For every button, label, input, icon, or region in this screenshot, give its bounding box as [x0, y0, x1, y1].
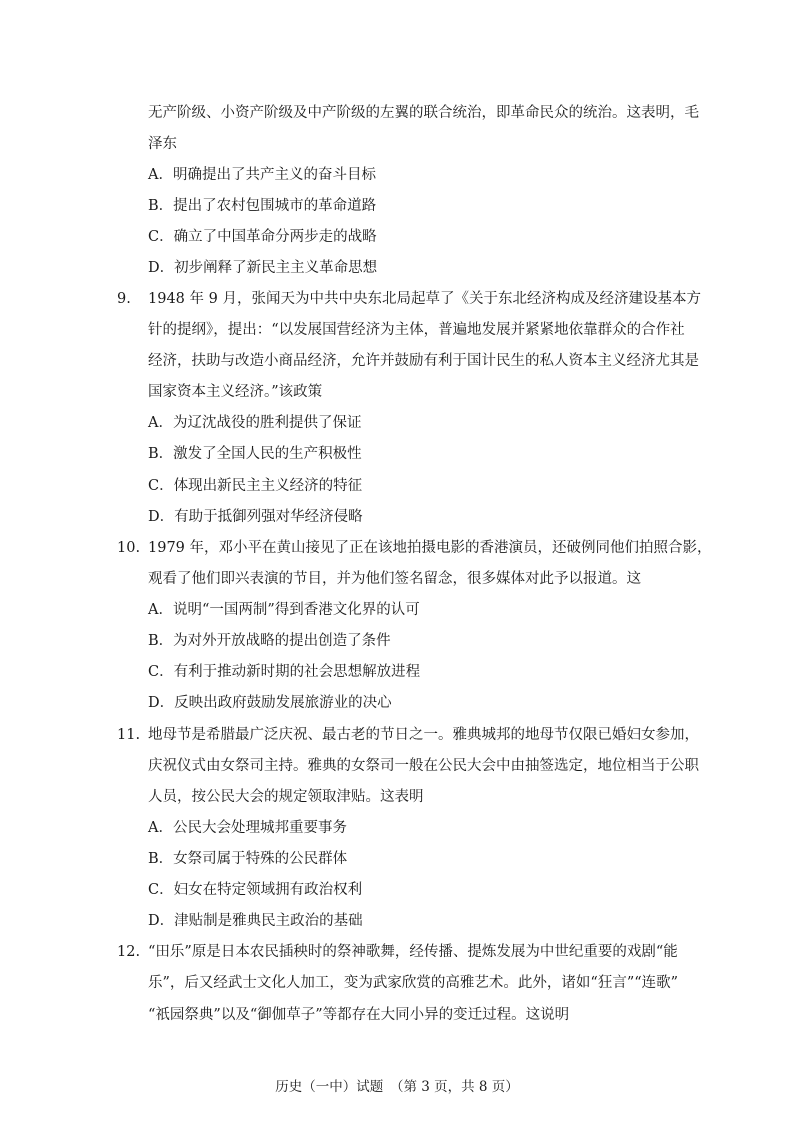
q9-option-a: A．为辽沈战役的胜利提供了保证	[148, 415, 362, 431]
q12-stem-line: 乐”，后又经武士文化人加工，变为武家欣赏的高雅艺术。此外，诸如“狂言”“连歌”	[148, 975, 679, 991]
q9-number: 9.	[117, 291, 131, 307]
q12-number: 12.	[117, 944, 141, 960]
intro-line: 泽东	[148, 136, 177, 152]
page-footer: 历史（一中）试题 （第 3 页，共 8 页）	[275, 1079, 519, 1095]
q11-option-b: B．女祭司属于特殊的公民群体	[148, 851, 348, 867]
q9-stem-line: 国家资本主义经济。”该政策	[148, 384, 323, 400]
q9-stem-line: 1948 年 9 月，张闻天为中共中央东北局起草了《关于东北经济构成及经济建设基本方	[148, 291, 701, 307]
q9-option-c: C．体现出新民主主义经济的特征	[148, 478, 363, 494]
q9-stem-line: 针的提纲》，提出：“以发展国营经济为主体，普遍地发展并紧紧地依靠群众的合作社	[148, 322, 685, 338]
q8-option-c: C．确立了中国革命分两步走的战略	[148, 229, 377, 245]
q10-option-d: D．反映出政府鼓励发展旅游业的决心	[148, 695, 392, 711]
q10-option-b: B．为对外开放战略的提出创造了条件	[148, 633, 391, 649]
q11-option-c: C．妇女在特定领域拥有政治权利	[148, 882, 363, 898]
q10-option-c: C．有利于推动新时期的社会思想解放进程	[148, 664, 421, 680]
q8-option-a: A．明确提出了共产主义的奋斗目标	[148, 167, 376, 183]
q12-stem-line: “田乐”原是日本农民插秧时的祭神歌舞，经传播、提炼发展为中世纪重要的戏剧“能	[148, 944, 678, 960]
q11-option-d: D．津贴制是雅典民主政治的基础	[148, 913, 363, 929]
q10-number: 10.	[117, 540, 141, 556]
q10-stem-line: 1979 年，邓小平在黄山接见了正在该地拍摄电影的香港演员，还破例同他们拍照合影，	[148, 540, 712, 556]
q9-stem-line: 经济，扶助与改造小商品经济，允许并鼓励有利于国计民生的私人资本主义经济尤其是	[148, 353, 699, 369]
q9-option-b: B．激发了全国人民的生产积极性	[148, 446, 362, 462]
q11-number: 11.	[117, 727, 141, 743]
q10-option-a: A．说明“一国两制”得到香港文化界的认可	[148, 602, 420, 618]
q11-option-a: A．公民大会处理城邦重要事务	[148, 820, 347, 836]
q12-stem-line: “祇园祭典”以及“御伽草子”等都存在大同小异的变迁过程。这说明	[148, 1007, 570, 1023]
q11-stem-line: 庆祝仪式由女祭司主持。雅典的女祭司一般在公民大会中由抽签选定，地位相当于公职	[148, 758, 699, 774]
q8-option-d: D．初步阐释了新民主主义革命思想	[148, 260, 378, 276]
q11-stem-line: 人员，按公民大会的规定领取津贴。这表明	[148, 789, 424, 805]
q10-stem-line: 观看了他们即兴表演的节目，并为他们签名留念，很多媒体对此予以报道。这	[148, 571, 641, 587]
q11-stem-line: 地母节是希腊最广泛庆祝、最古老的节日之一。雅典城邦的地母节仅限已婚妇女参加，	[148, 727, 699, 743]
q8-option-b: B．提出了农村包围城市的革命道路	[148, 198, 377, 214]
q9-option-d: D．有助于抵御列强对华经济侵略	[148, 509, 363, 525]
intro-line: 无产阶级、小资产阶级及中产阶级的左翼的联合统治，即革命民众的统治。这表明，毛	[148, 105, 699, 121]
